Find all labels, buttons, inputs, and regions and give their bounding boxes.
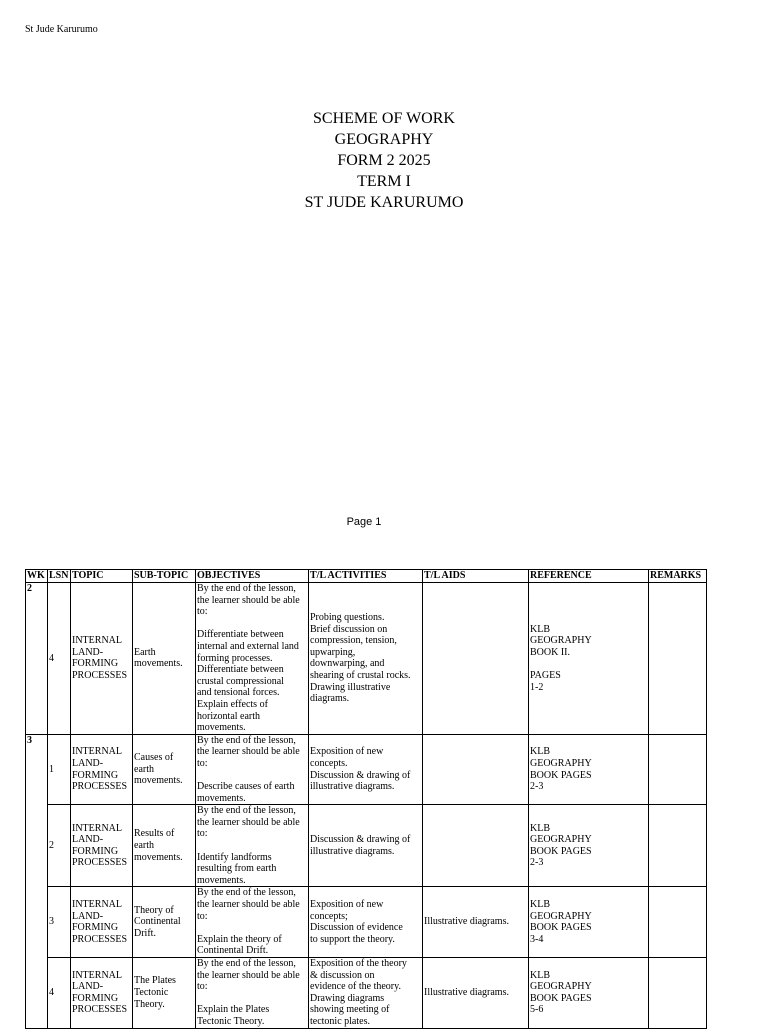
- activities-cell: Discussion & drawing of illustrative diagrams.: [309, 805, 423, 887]
- header-subtopic: SUB-TOPIC: [133, 570, 196, 583]
- reference-cell: KLB GEOGRAPHY BOOK PAGES 2-3: [529, 805, 649, 887]
- header-objectives: OBJECTIVES: [196, 570, 309, 583]
- subtopic-cell: Earth movements.: [133, 583, 196, 735]
- header-reference: REFERENCE: [529, 570, 649, 583]
- table-row: [26, 887, 707, 958]
- aids-cell: [423, 734, 529, 805]
- week-number: 3: [26, 734, 48, 1028]
- subtopic-cell: Causes of earth movements.: [133, 734, 196, 805]
- objectives-cell: By the end of the lesson, the learner should be able to: Explain the theory of Continental Drift.: [196, 887, 309, 958]
- activities-cell: Probing questions. Brief discussion on compression, tension, upwarping, downwarping, and shearing of crustal rocks. Drawing illustrative diagrams.: [309, 583, 423, 735]
- week-number: 2: [26, 583, 48, 735]
- topic-cell: INTERNAL LAND- FORMING PROCESSES: [71, 583, 133, 735]
- subtopic-cell: Results of earth movements.: [133, 805, 196, 887]
- objectives-cell: By the end of the lesson, the learner should be able to: Describe causes of earth movements.: [196, 734, 309, 805]
- reference-cell: KLB GEOGRAPHY BOOK PAGES 5-6: [529, 958, 649, 1029]
- page-number-label: Page 1: [346, 516, 382, 528]
- objectives-cell: By the end of the lesson, the learner should be able to: Identify landforms resulting from earth movements.: [196, 805, 309, 887]
- objectives-cell: By the end of the lesson, the learner should be able to: Differentiate between internal and external land forming processes. Differentiate between crustal compressional and tensional forces. Explain effects of horizontal earth movements.: [196, 583, 309, 735]
- remarks-cell: [649, 958, 707, 1029]
- remarks-cell: [649, 583, 707, 735]
- topic-cell: INTERNAL LAND- FORMING PROCESSES: [71, 887, 133, 958]
- header-school-name: St Jude Karurumo: [25, 24, 98, 35]
- lesson-number: 1: [48, 734, 71, 805]
- remarks-cell: [649, 734, 707, 805]
- reference-cell: KLB GEOGRAPHY BOOK PAGES 2-3: [529, 734, 649, 805]
- week-row: [26, 734, 707, 805]
- objectives-cell: By the end of the lesson, the learner should be able to: Explain the Plates Tectonic Theory.: [196, 958, 309, 1029]
- topic-cell: INTERNAL LAND- FORMING PROCESSES: [71, 734, 133, 805]
- header-remarks: REMARKS: [649, 570, 707, 583]
- activities-cell: Exposition of new concepts. Discussion & drawing of illustrative diagrams.: [309, 734, 423, 805]
- header-topic: TOPIC: [71, 570, 133, 583]
- table-row: [26, 805, 707, 887]
- table-row: [26, 958, 707, 1029]
- title-school: ST JUDE KARURUMO: [304, 194, 464, 211]
- header-wk: WK: [26, 570, 48, 583]
- lesson-number: 3: [48, 887, 71, 958]
- title-form-year: FORM 2 2025: [337, 152, 431, 169]
- aids-cell: [423, 805, 529, 887]
- subtopic-cell: Theory of Continental Drift.: [133, 887, 196, 958]
- lesson-number: 4: [48, 958, 71, 1029]
- aids-cell: Illustrative diagrams.: [423, 887, 529, 958]
- subtopic-cell: The Plates Tectonic Theory.: [133, 958, 196, 1029]
- activities-cell: Exposition of the theory & discussion on evidence of the theory. Drawing diagrams showing meeting of tectonic plates.: [309, 958, 423, 1029]
- topic-cell: INTERNAL LAND- FORMING PROCESSES: [71, 805, 133, 887]
- lesson-number: 2: [48, 805, 71, 887]
- reference-cell: KLB GEOGRAPHY BOOK PAGES 3-4: [529, 887, 649, 958]
- header-aids: T/L AIDS: [423, 570, 529, 583]
- aids-cell: [423, 583, 529, 735]
- title-subject: GEOGRAPHY: [334, 131, 434, 148]
- lesson-number: 4: [48, 583, 71, 735]
- table-header-row: [26, 570, 707, 583]
- header-activities: T/L ACTIVITIES: [309, 570, 423, 583]
- title-scheme-of-work: SCHEME OF WORK: [313, 110, 455, 127]
- document-title-block: [0, 108, 768, 213]
- activities-cell: Exposition of new concepts; Discussion of evidence to support the theory.: [309, 887, 423, 958]
- title-term: TERM I: [357, 173, 411, 190]
- remarks-cell: [649, 805, 707, 887]
- remarks-cell: [649, 887, 707, 958]
- week-row: [26, 583, 707, 735]
- header-lsn: LSN: [48, 570, 71, 583]
- aids-cell: Illustrative diagrams.: [423, 958, 529, 1029]
- topic-cell: INTERNAL LAND- FORMING PROCESSES: [71, 958, 133, 1029]
- reference-cell: KLB GEOGRAPHY BOOK II. PAGES 1-2: [529, 583, 649, 735]
- scheme-of-work-table: [25, 569, 707, 1029]
